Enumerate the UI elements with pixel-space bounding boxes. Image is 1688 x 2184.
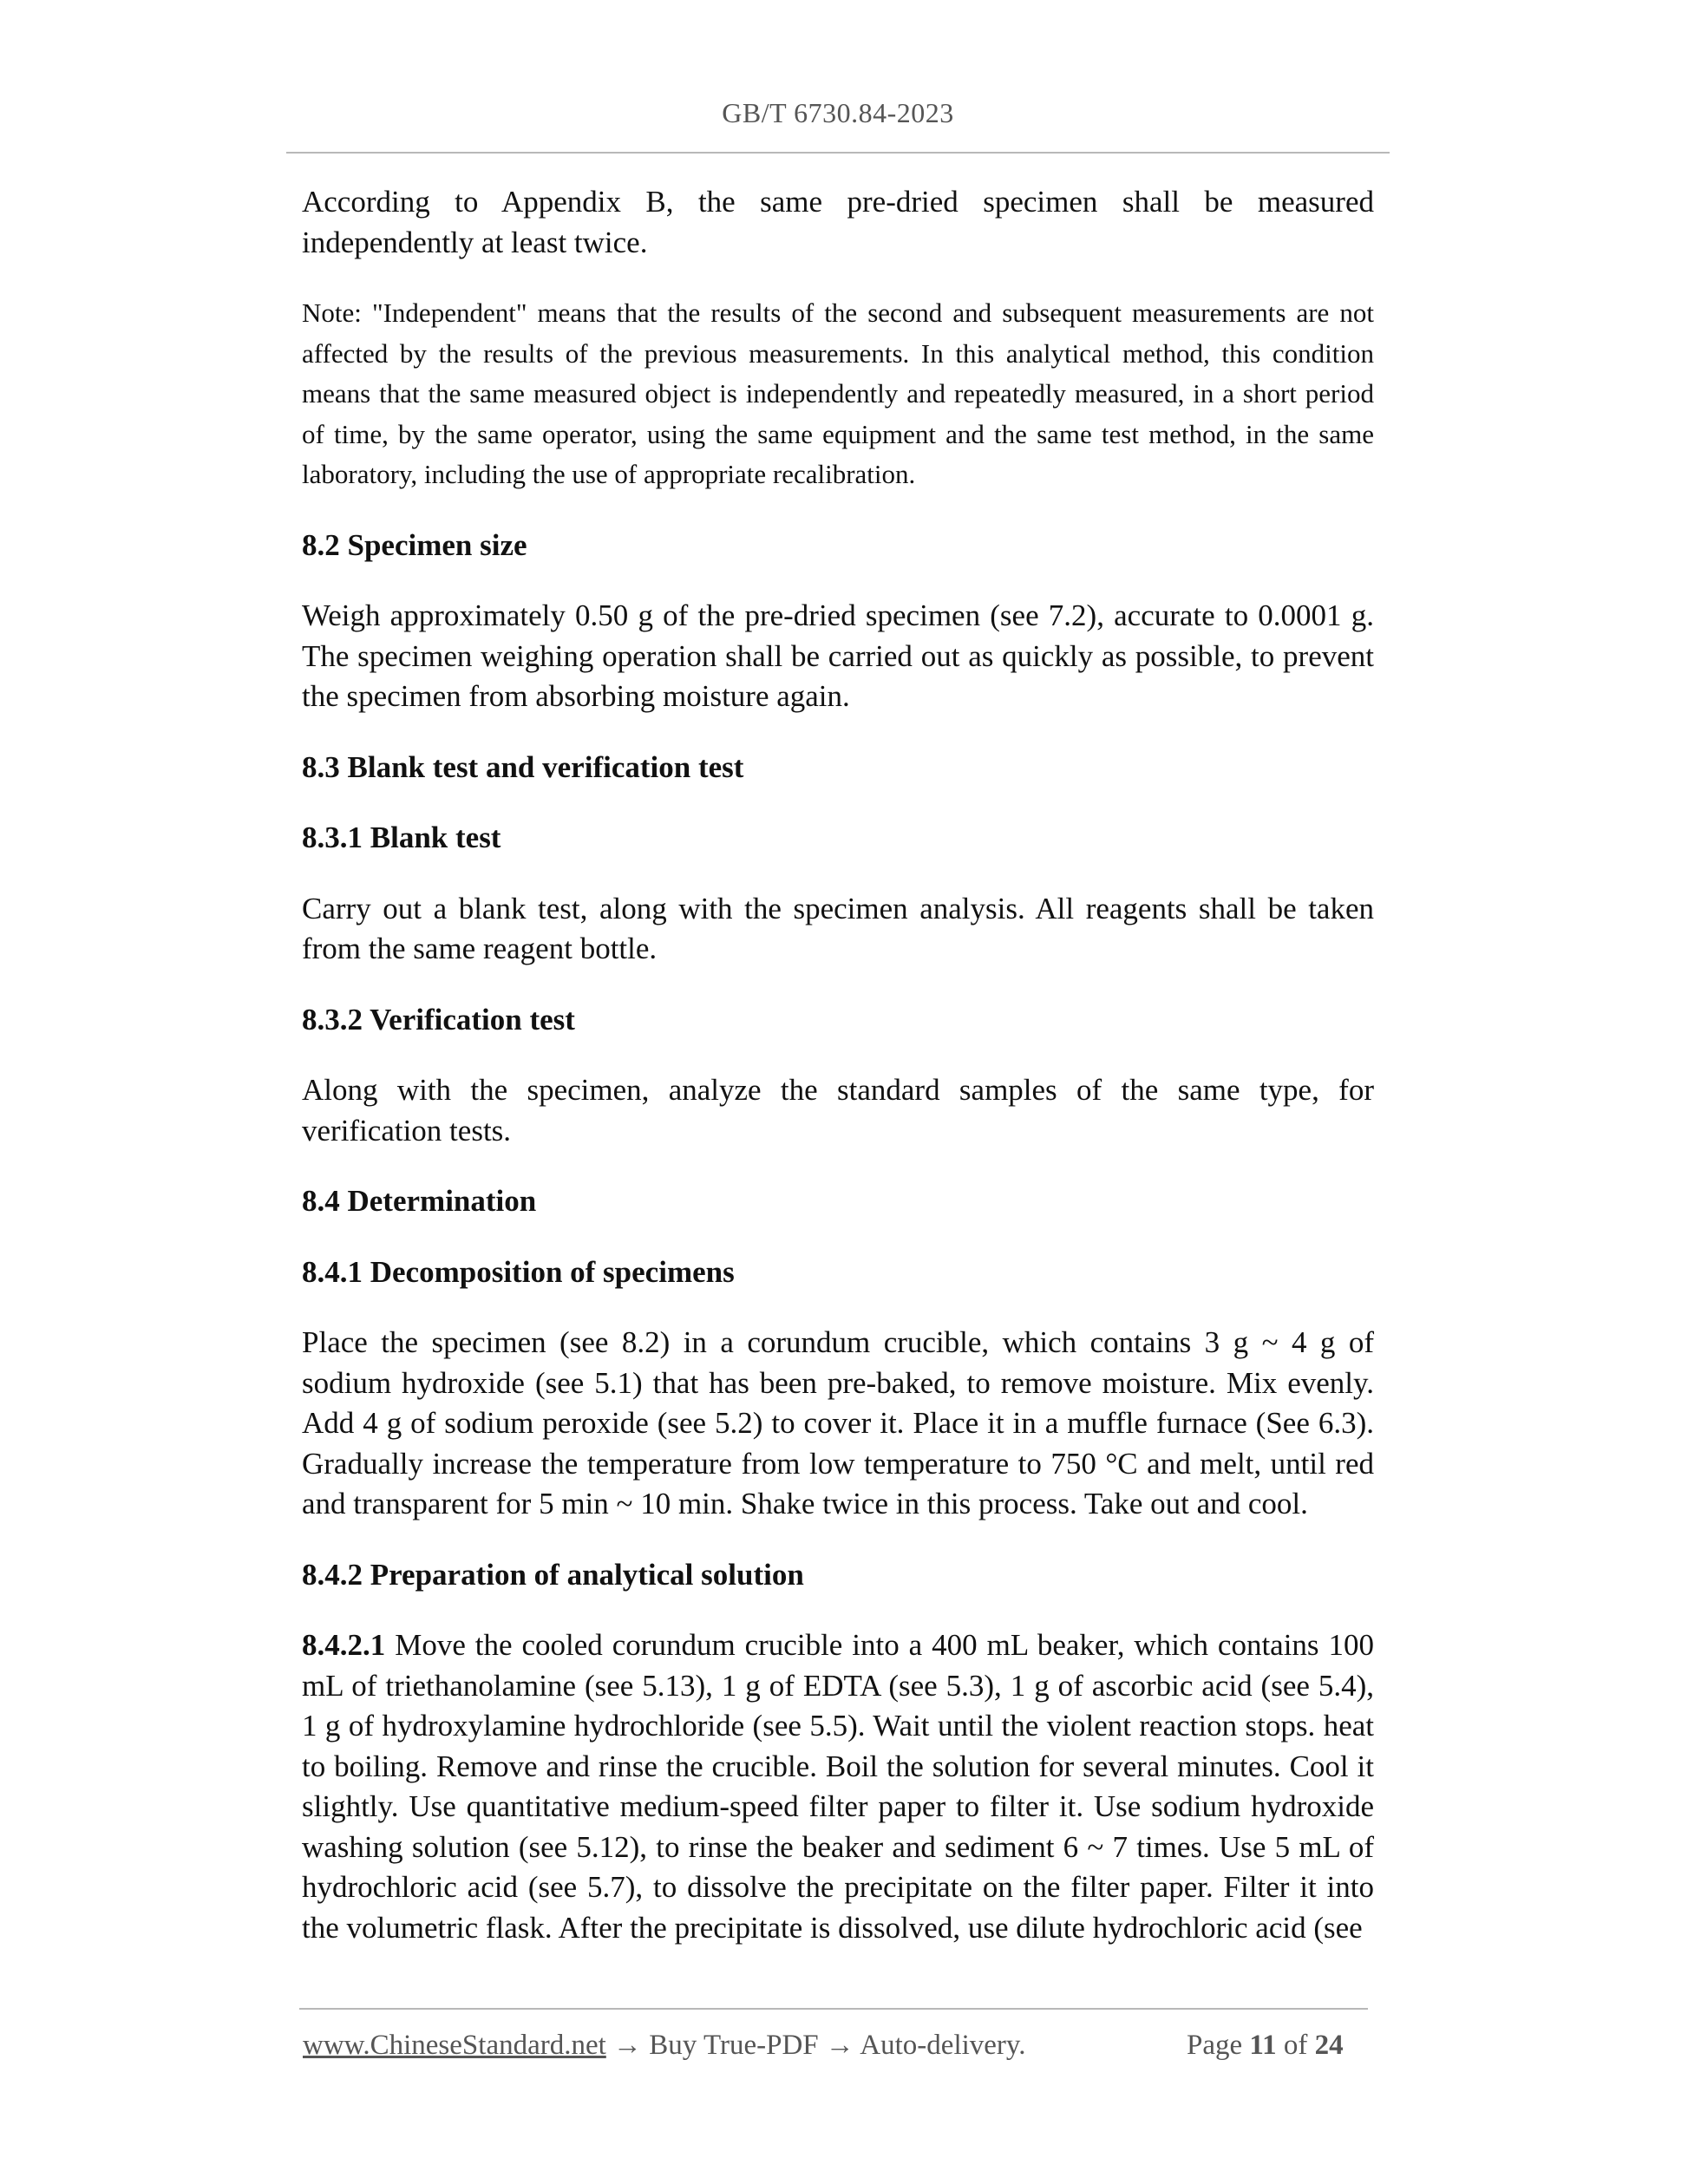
header-divider — [286, 152, 1390, 154]
heading-8-4-1: 8.4.1 Decomposition of specimens — [302, 1254, 735, 1289]
heading-8-3-2: 8.3.2 Verification test — [302, 1002, 575, 1036]
heading-8-2: 8.2 Specimen size — [302, 527, 527, 562]
page-word: Page — [1187, 2030, 1243, 2061]
page-total: 24 — [1314, 2030, 1344, 2061]
promo-text: → Buy True-PDF → Auto-delivery. — [605, 2030, 1026, 2061]
clause-text-8-4-2-1: Move the cooled corundum crucible into a 400 mL beaker, which contains 100 mL of triethanolamine (see 5.13), 1 g of EDTA (see 5.3), 1 g of ascorbic acid (see 5.4), 1 g of hydroxylamine hydrochloride (see 5.5). Wait until the violent reaction stops. heat to boiling. Remove and rinse the crucible. Boil the solution for several minutes. Cool it slightly. Use quantitative medium-speed filter paper to filter it. Use sodium hydroxide washing solution (see 5.12), to rinse the beaker and sediment 6 ~ 7 times. Use 5 mL of hydrochloric acid (see 5.7), to dissolve the precipitate on the filter paper. Filter it into the volumetric flask. After the precipitate is dissolved, use dilute hydrochloric acid (see — [302, 1628, 1374, 1945]
heading-8-3: 8.3 Blank test and verification test — [302, 749, 744, 784]
page-header: GB/T 6730.84-2023 — [722, 97, 954, 128]
paragraph-8-2: Weigh approximately 0.50 g of the pre-dried specimen (see 7.2), accurate to 0.0001 g. The specimen weighing operation shall be carried out as quickly as possible, to prevent the specimen from absorbing moisture again. — [302, 598, 1374, 713]
document-body — [302, 182, 1374, 1978]
site-link[interactable]: www.ChineseStandard.net — [303, 2030, 606, 2061]
paragraph-8-4-1: Place the specimen (see 8.2) in a corundum crucible, which contains 3 g ~ 4 g of sodium hydroxide (see 5.1) that has been pre-baked, to remove moisture. Mix evenly. Add 4 g of sodium peroxide (see 5.2) to cover it. Place it in a muffle furnace (See 6.3). Gradually increase the temperature from low temperature to 750 °C and melt, until red and transparent for 5 min ~ 10 min. Shake twice in this process. Take out and cool. — [302, 1325, 1374, 1520]
heading-8-3-1: 8.3.1 Blank test — [302, 821, 501, 854]
heading-8-4: 8.4 Determination — [302, 1184, 537, 1218]
footer-divider — [299, 2008, 1368, 2010]
footer-promo — [303, 2030, 1026, 2062]
note-independent-definition: Note: "Independent" means that the results of the second and subsequent measurements are not affected by the results of the previous measurements. In this analytical method, this condition means that the same measured object is independently and repeatedly measured, in a short period of time, by the same operator, using the same equipment and the same test method, in the same laboratory, including the use of appropriate recalibration. — [302, 298, 1374, 489]
paragraph-independent-measurement: According to Appendix B, the same pre-dried specimen shall be measured independently at least twice. — [302, 185, 1374, 259]
page-number: 11 — [1249, 2030, 1277, 2061]
paragraph-8-3-2: Along with the specimen, analyze the standard samples of the same type, for verification tests. — [302, 1073, 1374, 1148]
of-word: of — [1283, 2030, 1308, 2061]
heading-8-4-2: 8.4.2 Preparation of analytical solution — [302, 1557, 804, 1592]
paragraph-8-3-1: Carry out a blank test, along with the specimen analysis. All reagents shall be taken from the same reagent bottle. — [302, 891, 1374, 965]
page-indicator — [1187, 2030, 1344, 2062]
clause-number-8-4-2-1: 8.4.2.1 — [302, 1628, 386, 1662]
paragraph-8-4-2-1 — [302, 1625, 1374, 1948]
